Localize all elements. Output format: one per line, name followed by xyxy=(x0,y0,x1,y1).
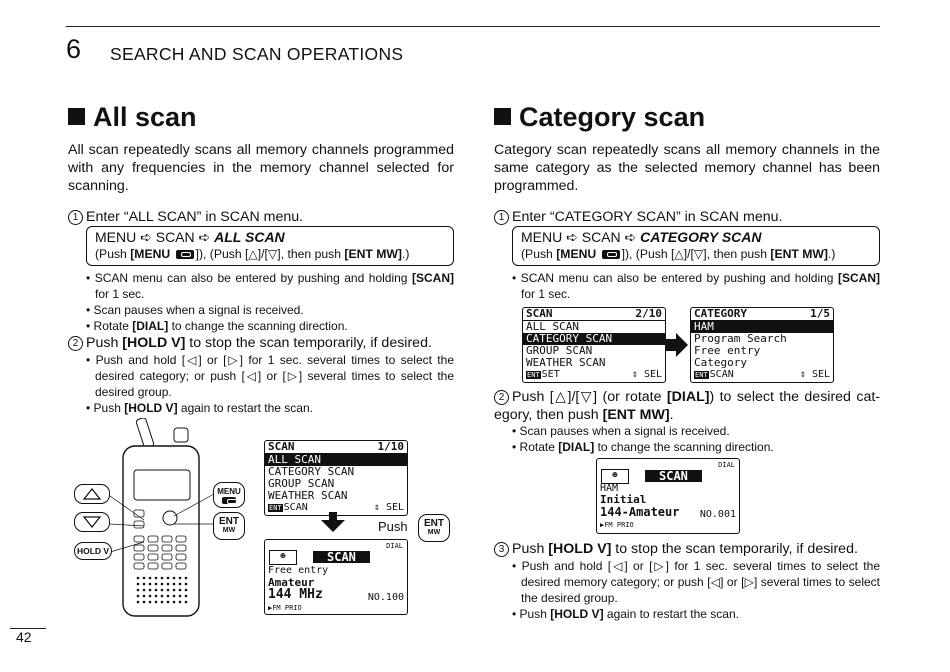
step-number-2: 2 xyxy=(494,390,509,405)
step-number-2: 2 xyxy=(68,336,83,351)
menu-button[interactable]: MENU xyxy=(213,482,245,508)
category-scan-bullets-1 xyxy=(512,270,880,302)
lcd-item: ALL SCAN xyxy=(265,454,407,466)
lcd-item: WEATHER SCAN xyxy=(526,356,606,369)
lcd-scan-menu-category: SCAN 2/10 ALL SCAN CATEGORY SCAN GROUP SCAN WEATHER SCAN ENT SET ⇕ SEL xyxy=(522,307,666,383)
up-button[interactable] xyxy=(74,484,110,504)
lcd-item: CATEGORY SCAN xyxy=(268,465,355,478)
bullet-item: • SCAN menu can also be entered by pushing and holding [SCAN] for 1 sec. xyxy=(86,271,454,301)
bullet-item: • Push and hold [◁] or [▷] for 1 sec. several times to select the desired memory category; or push [◁] or [▷] several times to select the desired group. xyxy=(512,559,880,605)
category-scan-step1: 1 Enter “CATEGORY SCAN” in SCAN menu. xyxy=(494,208,884,226)
right-arrow-icon xyxy=(666,333,688,357)
category-scan-bullets-2 xyxy=(512,423,880,455)
all-scan-step2: 2 Push [HOLD V] to stop the scan temporarily, if desired. xyxy=(68,334,458,352)
bullet-item: • Push and hold [◁] or [▷] for 1 sec. several times to select the desired category; or push [◁] or [▷] several times to select the desired group. xyxy=(86,353,454,399)
all-scan-menu-box: MENU ➪ SCAN ➪ ALL SCAN (Push [MENU ]), (Push [△]/[▽], then push [ENT MW].) xyxy=(86,226,454,266)
ent-mw-button[interactable]: ENT MW xyxy=(213,512,245,540)
header-rule xyxy=(66,26,880,27)
bullet-item: • Push [HOLD V] again to restart the scan. xyxy=(512,607,739,621)
lcd-item: ALL SCAN xyxy=(526,320,579,333)
step-number-3: 3 xyxy=(494,542,509,557)
bullet-item: • Rotate [DIAL] to change the scanning direction. xyxy=(86,319,348,333)
all-scan-bullets-2 xyxy=(86,352,454,416)
page-number: 42 xyxy=(16,629,32,645)
lcd-item: Program Search xyxy=(694,332,787,345)
key-icon xyxy=(176,250,194,259)
square-bullet-icon xyxy=(68,108,85,125)
bullet-item: • Push [HOLD V] again to restart the scan. xyxy=(86,401,313,415)
all-scan-step1: 1 Enter “ALL SCAN” in SCAN menu. xyxy=(68,208,458,226)
lcd-item: Category xyxy=(694,356,747,369)
down-button[interactable] xyxy=(74,512,110,532)
section-title-category-scan: Category scan xyxy=(494,102,705,133)
lcd-item: Free entry xyxy=(694,344,761,357)
arrow-stem xyxy=(329,512,337,521)
lcd-item: WEATHER SCAN xyxy=(268,489,348,502)
category-scan-bullets-3 xyxy=(512,558,880,622)
lcd-item: GROUP SCAN xyxy=(526,344,593,357)
category-scan-step3: 3 Push [HOLD V] to stop the scan temporarily, if desired. xyxy=(494,540,884,558)
category-scan-intro: Category scan repeatedly scans all memory channels in the same category as the selected memory channel has been programmed. xyxy=(494,142,880,194)
hold-v-button[interactable]: HOLD V xyxy=(74,542,112,560)
ent-mw-button-2[interactable]: ENT MW xyxy=(418,514,450,542)
all-scan-bullets-1 xyxy=(86,270,454,334)
chapter-number: 6 xyxy=(66,34,82,64)
lcd-scanning: DIAL ☻ SCAN Free entry Amateur 144 MHz NO.100 ▶FM PRIO xyxy=(264,539,408,615)
lcd-item: GROUP SCAN xyxy=(268,477,335,490)
person-icon: ☻ xyxy=(601,469,629,484)
lcd-scan-menu: SCAN 1/10 ALL SCAN CATEGORY SCAN GROUP SCAN WEATHER SCAN ENT SCAN ⇕ SEL xyxy=(264,440,408,516)
section-title-all-scan: All scan xyxy=(68,102,197,133)
category-scan-step2: 2 Push [△]/[▽] (or rotate [DIAL]) to select the desired cat-egory, then push [ENT MW]. xyxy=(494,389,881,423)
chapter-title: SEARCH AND SCAN OPERATIONS xyxy=(110,44,404,64)
lcd-item: HAM xyxy=(691,321,833,333)
step-number-1: 1 xyxy=(68,210,83,225)
bullet-item: • Scan pauses when a signal is received. xyxy=(86,303,304,317)
down-arrow-icon xyxy=(321,520,345,532)
lcd-category-scanning: DIAL ☻ SCAN HAM Initial 144-Amateur NO.001 ▶FM PRIO xyxy=(596,458,740,534)
all-scan-intro: All scan repeatedly scans all memory channels programmed with any frequencies in the memory channel selected for scanning. xyxy=(68,142,454,194)
key-icon xyxy=(602,250,620,259)
push-label: Push xyxy=(378,519,408,534)
person-icon: ☻ xyxy=(269,550,297,565)
leader-lines xyxy=(104,480,224,560)
bullet-item: • Scan pauses when a signal is received. xyxy=(512,424,730,438)
bullet-item: • Rotate [DIAL] to change the scanning direction. xyxy=(512,440,774,454)
lcd-category-menu: CATEGORY 1/5 HAM Program Search Free entry Category ENT SCAN ⇕ SEL xyxy=(690,307,834,383)
square-bullet-icon xyxy=(494,108,511,125)
bullet-item: • SCAN menu can also be entered by pushing and holding [SCAN] for 1 sec. xyxy=(512,271,880,301)
step-number-1: 1 xyxy=(494,210,509,225)
lcd-item: CATEGORY SCAN xyxy=(523,333,665,345)
category-scan-menu-box: MENU ➪ SCAN ➪ CATEGORY SCAN (Push [MENU ]), (Push [△]/[▽], then push [ENT MW].) xyxy=(512,226,880,266)
